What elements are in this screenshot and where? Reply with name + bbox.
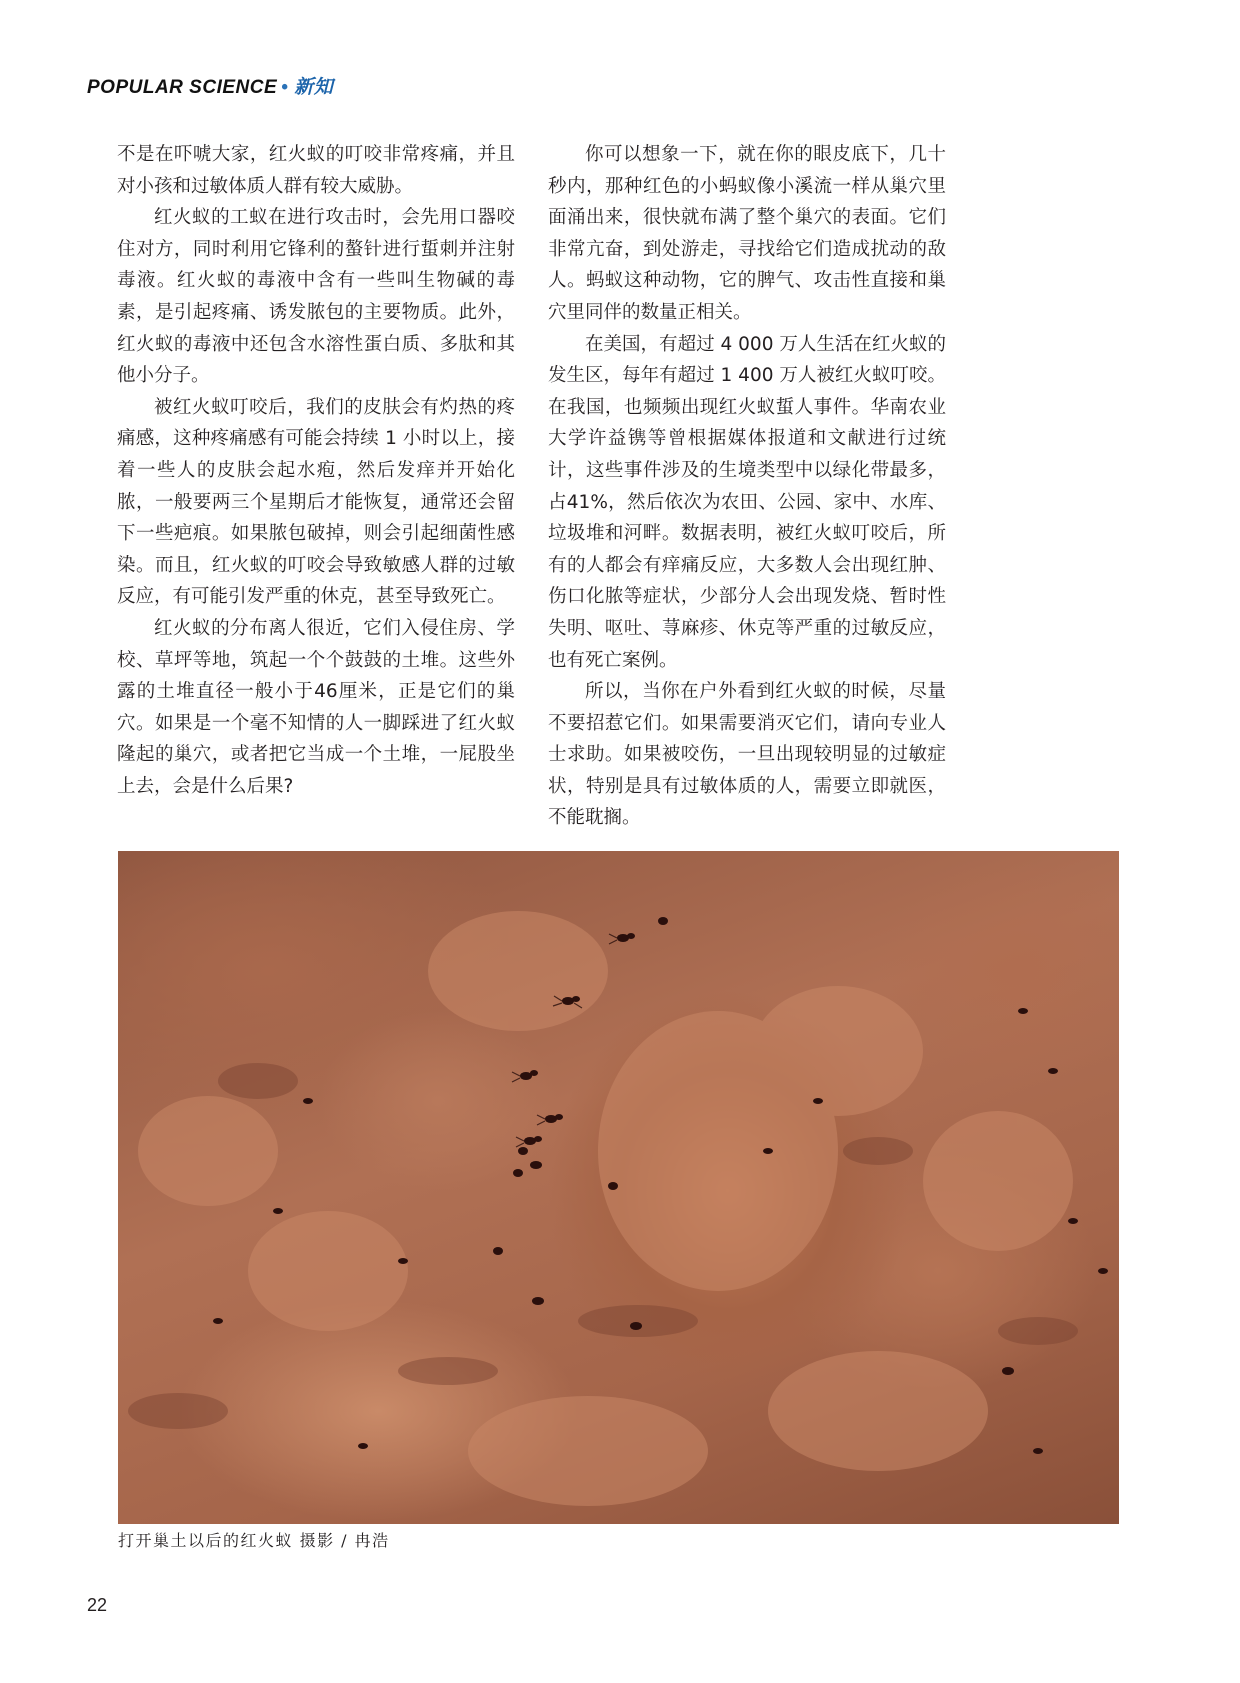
paragraph: 你可以想象一下，就在你的眼皮底下，几十秒内，那种红色的小蚂蚁像小溪流一样从巢穴里面涌出来，很快就布满了整个巢穴的表面。它们非常亢奋，到处游走，寻找给它们造成扰动的敌人。蚂蚁这种动物，它的脾气、攻击性直接和巢穴里同伴的数量正相关。 <box>548 144 946 323</box>
fire-ant-nest-photo <box>118 851 1119 1524</box>
photo-caption: 打开巢土以后的红火蚁 摄影 / 冉浩 <box>118 1531 390 1550</box>
paragraph: 红火蚁的工蚁在进行攻击时，会先用口器咬住对方，同时利用它锋利的螯针进行蜇刺并注射毒液。红火蚁的毒液中含有一些叫生物碱的毒素，是引起疼痛、诱发脓包的主要物质。此外，红火蚁的毒液中还包含水溶性蛋白质、多肽和其他小分子。 <box>117 207 515 387</box>
left-column <box>117 139 515 802</box>
paragraph: 不是在吓唬大家，红火蚁的叮咬非常疼痛，并且对小孩和过敏体质人群有较大威胁。 <box>117 144 515 197</box>
paragraph: 在美国，有超过 4 000 万人生活在红火蚁的发生区，每年有超过 1 400 万人被红火蚁叮咬。在我国，也频频出现红火蚁蜇人事件。华南农业大学许益镌等曾根据媒体报道和文献进行过统计，这些事件涉及的生境类型中以绿化带最多，占41%，然后依次为农田、公园、家中、水库、垃圾堆和河畔。数据表明，被红火蚁叮咬后，所有的人都会有痒痛反应，大多数人会出现红肿、伤口化脓等症状，少部分人会出现发烧、暂时性失明、呕吐、荨麻疹、休克等严重的过敏反应，也有死亡案例。 <box>548 333 946 671</box>
magazine-header <box>87 72 333 99</box>
ant-illustration <box>118 851 1119 1524</box>
right-column <box>548 139 946 834</box>
paragraph: 所以，当你在户外看到红火蚁的时候，尽量不要招惹它们。如果需要消灭它们，请向专业人士求助。如果被咬伤，一旦出现较明显的过敏症状，特别是具有过敏体质的人，需要立即就医，不能耽搁。 <box>548 681 946 829</box>
page-number: 22 <box>87 1595 108 1615</box>
header-separator: • <box>281 77 289 98</box>
magazine-brand: POPULAR SCIENCE <box>87 77 278 98</box>
section-title: 新知 <box>294 76 334 98</box>
paragraph: 被红火蚁叮咬后，我们的皮肤会有灼热的疼痛感，这种疼痛感有可能会持续 1 小时以上，接着一些人的皮肤会起水疱，然后发痒并开始化脓，一般要两三个星期后才能恢复，通常还会留下一些疤痕。如果脓包破掉，则会引起细菌性感染。而且，红火蚁的叮咬会导致敏感人群的过敏反应，有可能引发严重的休克，甚至导致死亡。 <box>117 396 515 608</box>
paragraph: 红火蚁的分布离人很近，它们入侵住房、学校、草坪等地，筑起一个个鼓鼓的土堆。这些外露的土堆直径一般小于46厘米，正是它们的巢穴。如果是一个毫不知情的人一脚踩进了红火蚁隆起的巢穴，或者把它当成一个土堆，一屁股坐上去，会是什么后果? <box>117 617 515 797</box>
